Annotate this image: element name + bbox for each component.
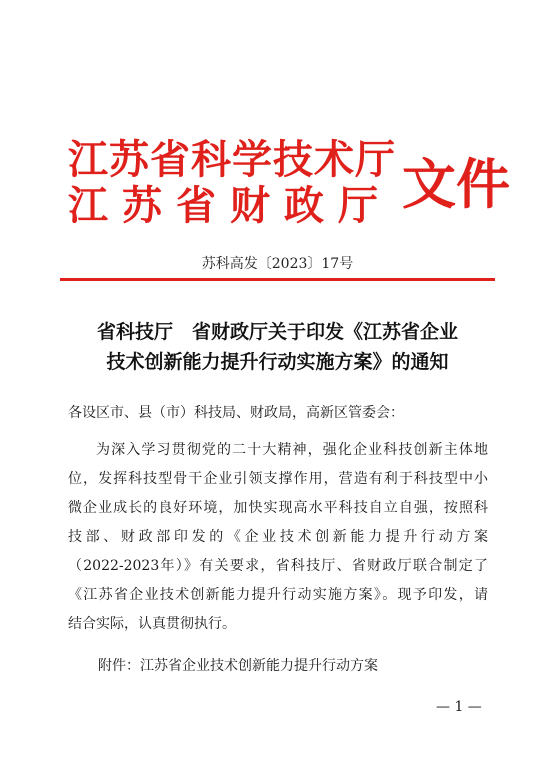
red-divider-line [60,278,495,281]
body-line: 位，发挥科技型骨干企业引领支撑作用，营造有利于科技型中小 [68,471,488,487]
salutation: 各设区市、县（市）科技局、财政局，高新区管委会： [68,405,404,421]
issuer-line-2: 江苏省财政厅 [68,182,392,229]
attachment-note: 附件：江苏省企业技术创新能力提升行动方案 [98,658,378,674]
body-line: （2022-2023年）》有关要求，省科技厅、省财政厅联合制定了 [68,558,488,574]
page-number: — 1 — [436,699,482,715]
body-line: 技部、财政部印发的《企业技术创新能力提升行动方案 [68,529,488,545]
body-line: 《江苏省企业技术创新能力提升行动实施方案》。现予印发，请 [68,587,488,603]
document-title-line-1: 省科技厅 省财政厅关于印发《江苏省企业 [96,321,458,343]
issuer-header [68,136,510,234]
document-type-label: 文件 [402,152,510,216]
body-line: 为深入学习贯彻党的二十大精神，强化企业科技创新主体地 [96,442,488,458]
issuer-line-1: 江苏省科学技术厅 [68,136,396,183]
body-line: 结合实际，认真贯彻执行。 [68,616,236,632]
body-line: 微企业成长的良好环境，加快实现高水平科技自立自强，按照科 [68,500,488,516]
body-paragraph [68,436,488,639]
document-number: 苏科高发〔2023〕17号 [201,256,354,272]
document-title-line-2: 技术创新能力提升行动实施方案》的通知 [106,351,449,373]
